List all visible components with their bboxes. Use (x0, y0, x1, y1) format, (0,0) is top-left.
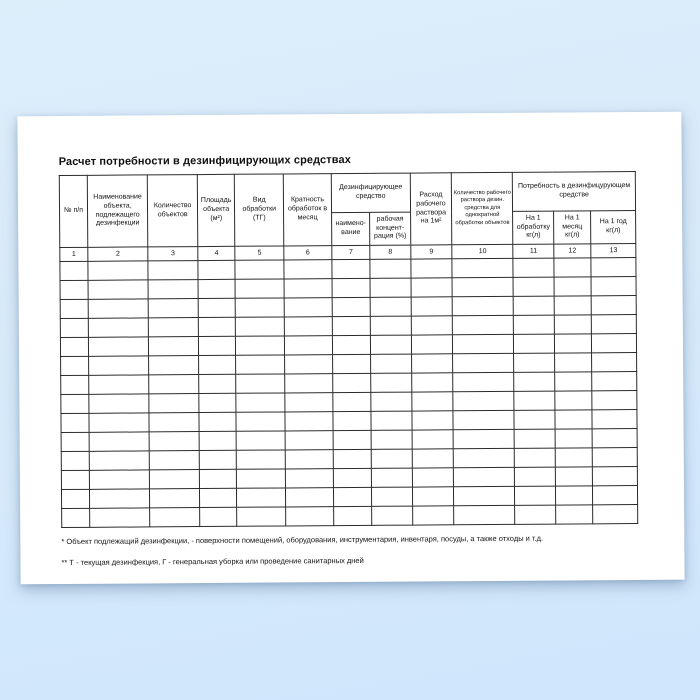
table-cell (332, 335, 371, 354)
table-cell (371, 373, 412, 392)
column-number-cell: 10 (452, 244, 513, 258)
table-cell (514, 353, 555, 372)
table-cell (555, 429, 592, 448)
table-cell (61, 470, 89, 489)
table-cell (514, 391, 555, 410)
table-header (59, 172, 636, 262)
table-cell (591, 258, 636, 277)
table-cell (514, 296, 555, 315)
column-number-cell: 12 (554, 244, 591, 258)
table-cell (237, 450, 286, 469)
table-cell (150, 489, 200, 508)
table-cell (89, 470, 149, 489)
column-number-cell: 8 (370, 245, 411, 259)
table-cell (284, 279, 332, 298)
table-cell (514, 315, 555, 334)
table-cell (149, 375, 199, 394)
table-cell (515, 429, 556, 448)
table-cell (88, 299, 148, 318)
column-number-cell: 1 (60, 247, 88, 261)
table-cell (370, 259, 411, 278)
table-cell (236, 431, 285, 450)
table-cell (333, 430, 372, 449)
footnote-object-definition: * Объект подлежащий дезинфекции, - поверхности помещений, оборудования, инструментария, инвентаря, посуды, а также отходы и т.д. (61, 533, 544, 547)
table-cell (284, 260, 332, 279)
table-cell (593, 505, 638, 524)
table-cell (90, 508, 150, 527)
table-cell (515, 486, 556, 505)
table-cell (555, 448, 592, 467)
table-cell (452, 258, 513, 277)
table-cell (150, 470, 200, 489)
table-cell (513, 277, 554, 296)
table-cell (61, 489, 89, 508)
table-cell (60, 280, 88, 299)
table-cell (285, 393, 333, 412)
table-cell (89, 356, 149, 375)
table-cell (199, 393, 236, 412)
table-cell (554, 315, 591, 334)
header-group-need: Потребность в дезинфицурующем средстве (513, 172, 636, 212)
table-cell (61, 356, 89, 375)
table-cell (60, 299, 88, 318)
table-cell (333, 506, 372, 525)
table-cell (236, 298, 285, 317)
table-cell (284, 298, 332, 317)
table-cell (411, 316, 453, 335)
table-cell (371, 316, 412, 335)
table-cell (148, 261, 198, 280)
table-cell (149, 451, 199, 470)
table-cell (236, 355, 285, 374)
table-cell (593, 486, 638, 505)
table-cell (412, 506, 454, 525)
table-cell (198, 260, 235, 279)
table-cell (285, 355, 333, 374)
table-cell (592, 410, 637, 429)
header-solution-quantity: Количество рабочего раствора дезин. средства для однократной обработки объектов (452, 172, 514, 244)
table-cell (237, 469, 286, 488)
table-cell (61, 413, 89, 432)
table-cell (411, 259, 453, 278)
table-cell (333, 468, 372, 487)
table-cell (513, 258, 554, 277)
table-cell (149, 337, 199, 356)
table-cell (199, 431, 236, 450)
table-cell (592, 315, 637, 334)
table-cell (555, 410, 592, 429)
table-cell (515, 448, 556, 467)
table-cell (236, 393, 285, 412)
table-cell (88, 280, 148, 299)
table-cell (554, 277, 591, 296)
table-cell (554, 334, 591, 353)
table-cell (555, 391, 592, 410)
table-cell (61, 394, 89, 413)
header-object-count: Количество объектов (147, 175, 197, 247)
table-cell (199, 469, 236, 488)
table-cell (371, 430, 412, 449)
table-cell (199, 374, 236, 393)
table-cell (412, 468, 454, 487)
table-cell (412, 449, 454, 468)
table-cell (61, 432, 89, 451)
paper-sheet (17, 112, 684, 585)
document-title: Расчет потребности в дезинфицирующих средствах (58, 153, 351, 169)
table-cell (371, 411, 412, 430)
table-cell (555, 467, 592, 486)
table-cell (555, 486, 592, 505)
table-cell (236, 412, 285, 431)
table-cell (235, 279, 284, 298)
table-cell (88, 337, 148, 356)
table-cell (285, 374, 333, 393)
table-cell (88, 261, 148, 280)
table-cell (370, 278, 411, 297)
table-cell (515, 505, 556, 524)
header-solution-consumption: Расход рабочего раствора на 1м² (410, 173, 452, 245)
column-number-cell: 4 (198, 246, 235, 260)
table-cell (515, 467, 556, 486)
header-disinfectant-name: наимено-вание (331, 212, 370, 245)
table-cell (60, 318, 88, 337)
column-number-cell: 11 (513, 244, 554, 258)
table-cell (453, 429, 514, 448)
table-cell (453, 353, 514, 372)
table-cell (150, 508, 200, 527)
table-cell (284, 317, 332, 336)
table-cell (412, 487, 454, 506)
table-row (62, 505, 638, 528)
table-cell (453, 448, 514, 467)
table-cell (199, 412, 236, 431)
table-cell (149, 356, 199, 375)
table-cell (60, 337, 88, 356)
table-cell (411, 354, 453, 373)
disinfectant-need-table (59, 171, 638, 528)
column-number-cell: 7 (332, 245, 370, 259)
table-cell (333, 449, 372, 468)
table-cell (285, 431, 333, 450)
table-cell (453, 315, 514, 334)
table-cell (333, 487, 372, 506)
table-cell (591, 296, 636, 315)
table-cell (62, 508, 90, 527)
table-cell (89, 394, 149, 413)
header-group-disinfectant: Дезинфицирующее средство (331, 173, 410, 213)
table-cell (89, 489, 149, 508)
table-cell (199, 488, 236, 507)
table-cell (332, 278, 371, 297)
table-cell (237, 507, 286, 526)
column-number-cell: 3 (148, 247, 198, 261)
header-per-month: На 1 месяц кг(л) (553, 211, 591, 244)
table-cell (333, 392, 372, 411)
table-cell (411, 278, 453, 297)
table-cell (285, 412, 333, 431)
table-cell (371, 449, 412, 468)
header-per-treatment: На 1 обработку кг(л) (513, 211, 554, 244)
table-cell (149, 432, 199, 451)
column-number-cell: 5 (235, 246, 284, 260)
table-cell (454, 505, 515, 524)
table-cell (89, 375, 149, 394)
table-cell (61, 375, 89, 394)
table-cell (372, 506, 413, 525)
table-cell (60, 261, 88, 280)
table-cell (454, 486, 515, 505)
table-cell (592, 391, 637, 410)
column-number-cell: 13 (591, 244, 636, 258)
table-cell (236, 317, 285, 336)
table-cell (236, 336, 285, 355)
table-cell (554, 353, 591, 372)
table-cell (332, 297, 371, 316)
table-cell (592, 429, 637, 448)
table-cell (554, 296, 591, 315)
table-cell (371, 354, 412, 373)
table-cell (411, 335, 453, 354)
table-cell (285, 469, 333, 488)
table-cell (88, 318, 148, 337)
table-cell (371, 392, 412, 411)
table-cell (332, 259, 371, 278)
table-body (60, 258, 638, 528)
table-cell (285, 450, 333, 469)
table-cell (453, 372, 514, 391)
table-cell (198, 317, 235, 336)
table-cell (591, 277, 636, 296)
table-cell (371, 335, 412, 354)
table-cell (592, 334, 637, 353)
table-cell (285, 336, 333, 355)
table-cell (514, 372, 555, 391)
table-cell (149, 413, 199, 432)
table-cell (370, 297, 411, 316)
table-cell (333, 411, 372, 430)
table-cell (412, 411, 454, 430)
table-cell (237, 488, 286, 507)
table-cell (453, 410, 514, 429)
header-treatment-frequency: Кратность обработок в месяц (283, 174, 331, 246)
table-cell (198, 336, 235, 355)
table-cell (372, 487, 413, 506)
table-cell (333, 373, 372, 392)
table-cell (199, 450, 236, 469)
table-cell (236, 374, 285, 393)
table-cell (149, 394, 199, 413)
table-cell (235, 260, 284, 279)
table-cell (411, 373, 453, 392)
table-cell (411, 297, 453, 316)
table-cell (148, 299, 198, 318)
table-cell (514, 410, 555, 429)
table-cell (592, 353, 637, 372)
table-cell (556, 505, 593, 524)
table-cell (514, 334, 555, 353)
table-cell (454, 467, 515, 486)
table-cell (286, 488, 334, 507)
table-cell (198, 298, 235, 317)
table-cell (592, 448, 637, 467)
header-per-year: На 1 год кг(л) (591, 211, 636, 244)
header-col-number: № п/п (59, 175, 88, 247)
table-cell (452, 277, 513, 296)
table-cell (89, 432, 149, 451)
table-cell (372, 468, 413, 487)
table-cell (555, 372, 592, 391)
table-cell (452, 296, 513, 315)
column-number-cell: 6 (284, 246, 332, 260)
header-object-name: Наименование объекта, подлежащего дезинфекции (87, 175, 148, 247)
table-cell (593, 467, 638, 486)
table-cell (453, 391, 514, 410)
table-cell (148, 318, 198, 337)
table-cell (332, 316, 371, 335)
column-number-cell: 2 (88, 247, 148, 261)
table-cell (61, 451, 89, 470)
header-working-concentration: рабочая концент-рация (%) (370, 212, 411, 245)
table-cell (412, 430, 454, 449)
column-number-cell: 9 (411, 245, 453, 259)
table-cell (198, 279, 235, 298)
table-cell (332, 354, 371, 373)
sheet-content (17, 112, 684, 568)
table-cell (286, 507, 334, 526)
table-cell (453, 334, 514, 353)
footnote-treatment-legend: ** Т - текущая дезинфекция, Г - генеральная уборка или проведение санитарных дней (61, 555, 364, 568)
header-object-area: Площадь объекта (м²) (197, 174, 235, 246)
header-treatment-type: Вид обработки (ТГ) (235, 174, 284, 246)
table-cell (554, 258, 591, 277)
table-cell (148, 280, 198, 299)
table-cell (412, 392, 454, 411)
table-cell (89, 451, 149, 470)
table-cell (199, 355, 236, 374)
table-cell (592, 372, 637, 391)
table-cell (200, 507, 237, 526)
table-cell (89, 413, 149, 432)
